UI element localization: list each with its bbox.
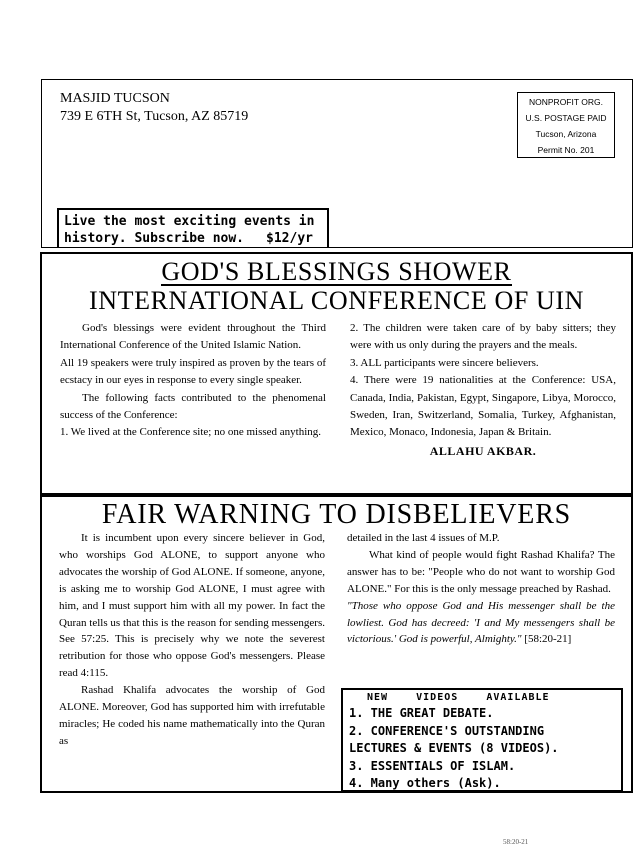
video-item: LECTURES & EVENTS (8 VIDEOS). (349, 741, 559, 755)
permit-line: Permit No. 201 (537, 145, 595, 155)
conference-headline (42, 254, 631, 315)
closing-exclamation: ALLAHU AKBAR. (429, 443, 537, 458)
headline-line-1: GOD'S BLESSINGS SHOWER (161, 257, 512, 286)
postage-permit-box (517, 92, 615, 158)
headline-line-2: INTERNATIONAL CONFERENCE OF UIN (88, 286, 584, 315)
videos-available-box (341, 688, 623, 792)
subscribe-line-1: Live the most exciting events in (64, 214, 315, 229)
mailing-panel (41, 79, 633, 248)
article-paragraph: Rashad Khalifa advocates the worship of God ALONE. Moreover, God has supported him with irrefutable miracles; He coded his name mathematically into the Quran as (59, 684, 325, 747)
article-continuation: detailed in the last 4 issues of M.P. (347, 532, 500, 544)
article-paragraph: It is incumbent upon every sincere believer in God, who worships God ALONE, to support anyone who advocates the worship of God ALONE. If someone, anyone, is asking me to worship God ALONE, I must agree with him, and I must support him with all my power. In fact the Quran tells us that this is the reason for sending messengers. See 57:25. This is precisely why we note the severest retribution for those who oppose God's messengers. Please read 4:115. (59, 532, 325, 680)
footer-reference: 58:20-21 (503, 838, 529, 846)
permit-line: NONPROFIT ORG. (529, 97, 603, 107)
article-paragraph: 3. ALL participants were sincere believers. (350, 356, 539, 369)
return-address (60, 90, 248, 126)
return-address-street: 739 E 6TH St, Tucson, AZ 85719 (60, 109, 249, 124)
permit-line: U.S. POSTAGE PAID (525, 113, 607, 123)
videos-header: NEW VIDEOS AVAILABLE (367, 692, 550, 703)
permit-line: Tucson, Arizona (535, 129, 597, 139)
warning-left-column (59, 530, 325, 750)
video-item: 1. THE GREAT DEBATE. (349, 706, 494, 720)
subscription-price: $12/yr (266, 231, 313, 246)
article-paragraph: God's blessings were evident throughout the Third International Conference of the United Islamic Nation. (60, 322, 326, 352)
conference-article (40, 252, 633, 495)
quran-quote: "Those who oppose God and His messenger shall be the lowliest. God has decreed: 'I and My messengers shall be victorious.' God is powerful, Almighty." (347, 599, 615, 646)
article-paragraph: 2. The children were taken care of by baby sitters; they were with us only during the prayers and the meals. (350, 322, 616, 352)
warning-right-column (347, 530, 615, 648)
video-item: 3. ESSENTIALS OF ISLAM. (349, 758, 516, 773)
subscribe-line-2: history. Subscribe now. (64, 231, 245, 246)
conference-right-column (350, 320, 616, 460)
video-item: 2. CONFERENCE'S OUTSTANDING (349, 723, 545, 738)
warning-article (40, 495, 633, 793)
article-paragraph: 1. We lived at the Conference site; no one missed anything. (60, 426, 322, 439)
quote-reference: [58:20-21] (524, 633, 572, 646)
article-paragraph: The following facts contributed to the phenomenal success of the Conference: (60, 391, 326, 422)
article-paragraph: 4. There were 19 nationalities at the Conference: USA, Canada, India, Pakistan, Egypt, Singapore, Libya, Morocco, Sweden, Iran, Switzerland, Somalia, Turkey, Afghanistan, Mexico, Monaco, Indonesia, Japan & Britain. (350, 374, 616, 439)
return-address-name: MASJID TUCSON (60, 91, 170, 106)
conference-left-column (60, 320, 326, 442)
article-paragraph: What kind of people would fight Rashad Khalifa? The answer has to be: "People who do not want to worship God ALONE." For this is the only message preached by Rashad. (347, 548, 615, 595)
article-paragraph: All 19 speakers were truly inspired as proven by the tears of ecstacy in our eyes in response to every single speaker. (60, 356, 326, 387)
warning-headline: FAIR WARNING TO DISBELIEVERS (101, 499, 572, 530)
subscribe-offer (57, 208, 329, 248)
video-item: 4. Many others (Ask). (349, 776, 501, 790)
